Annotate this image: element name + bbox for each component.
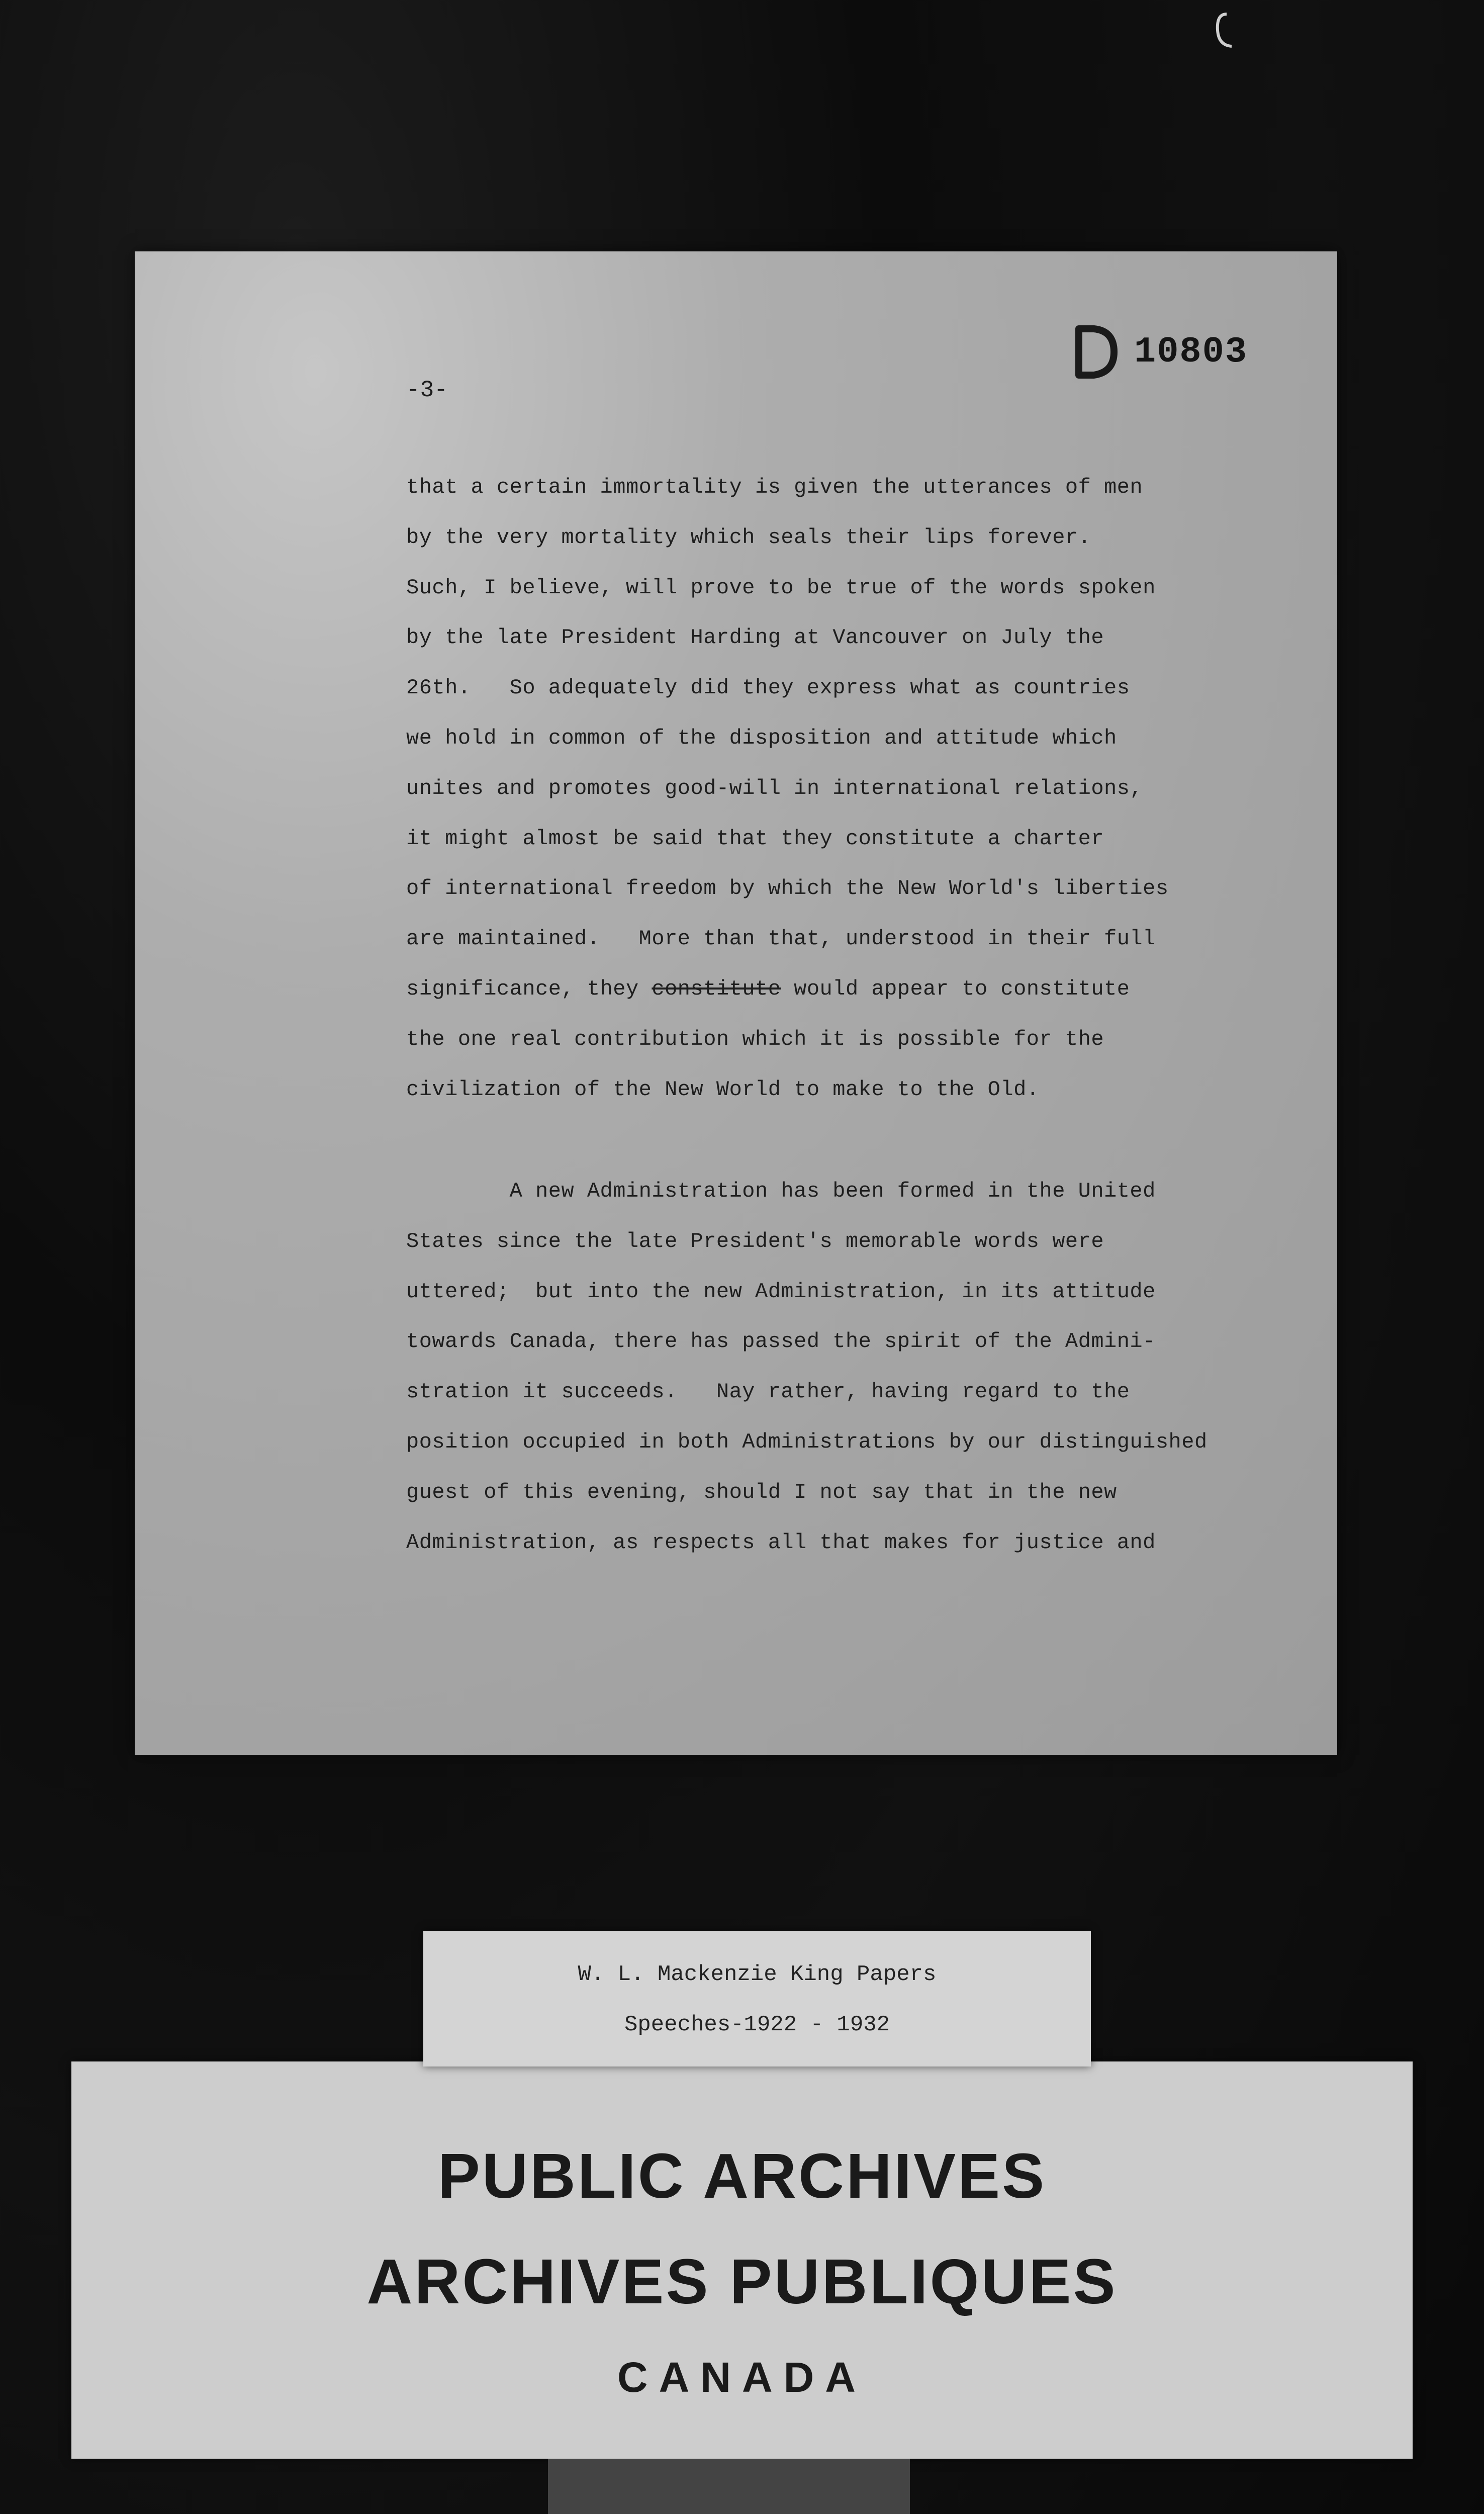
- struck-out-word: constitute: [652, 976, 781, 1001]
- text-line: by the late President Harding at Vancouver on July the: [406, 625, 1104, 650]
- text-line: it might almost be said that they constitute a charter: [406, 826, 1104, 851]
- collection-label: [423, 1931, 1091, 2067]
- text-line: uttered; but into the new Administration, in its attitude: [406, 1279, 1156, 1304]
- text-line: Administration, as respects all that makes for justice and: [406, 1530, 1156, 1555]
- text-line: towards Canada, there has passed the spirit of the Admini-: [406, 1329, 1156, 1354]
- text-line: 26th. So adequately did they express what as countries: [406, 676, 1130, 700]
- text-line: unites and promotes good-will in international relations,: [406, 776, 1143, 800]
- document-id-number: 10803: [1134, 331, 1248, 373]
- collection-name: W. L. Mackenzie King Papers: [578, 1962, 937, 1987]
- page-number: -3-: [406, 377, 448, 403]
- d-stamp-icon: [1070, 322, 1120, 382]
- text-line: Such, I believe, will prove to be true of the words spoken: [406, 575, 1156, 600]
- paragraph-1: [406, 463, 1331, 1115]
- text-line: of international freedom by which the New World's liberties: [406, 876, 1169, 901]
- text-line: States since the late President's memorable words were: [406, 1229, 1104, 1253]
- text-line: the one real contribution which it is possible for the: [406, 1027, 1104, 1051]
- collection-series: Speeches-1922 - 1932: [624, 2012, 890, 2037]
- document-page: [135, 251, 1337, 1755]
- archive-label: [71, 2061, 1413, 2459]
- text-segment: would appear to constitute: [781, 976, 1130, 1001]
- text-line: civilization of the New World to make to the Old.: [406, 1077, 1040, 1102]
- label-tab: [548, 2459, 910, 2514]
- archive-label-country: CANADA: [617, 2354, 867, 2401]
- archive-label-english: PUBLIC ARCHIVES: [437, 2140, 1047, 2211]
- corner-mark-icon: [1212, 10, 1242, 55]
- text-line: we hold in common of the disposition and attitude which: [406, 726, 1117, 750]
- text-line: are maintained. More than that, understood in their full: [406, 927, 1156, 951]
- document-id-stamp: [1070, 322, 1248, 382]
- text-line: stration it succeeds. Nay rather, having regard to the: [406, 1380, 1130, 1404]
- paragraph-2: [406, 1166, 1331, 1568]
- text-line: position occupied in both Administrations by our distinguished: [406, 1429, 1208, 1454]
- text-segment: significance, they: [406, 976, 652, 1001]
- archive-label-french: ARCHIVES PUBLIQUES: [366, 2246, 1118, 2317]
- text-line: by the very mortality which seals their lips forever.: [406, 525, 1091, 550]
- text-line: guest of this evening, should I not say that in the new: [406, 1480, 1117, 1504]
- text-line: that a certain immortality is given the utterances of men: [406, 475, 1143, 499]
- text-line: A new Administration has been formed in the United: [406, 1179, 1156, 1203]
- text-line-with-strikethrough: [406, 964, 1331, 1015]
